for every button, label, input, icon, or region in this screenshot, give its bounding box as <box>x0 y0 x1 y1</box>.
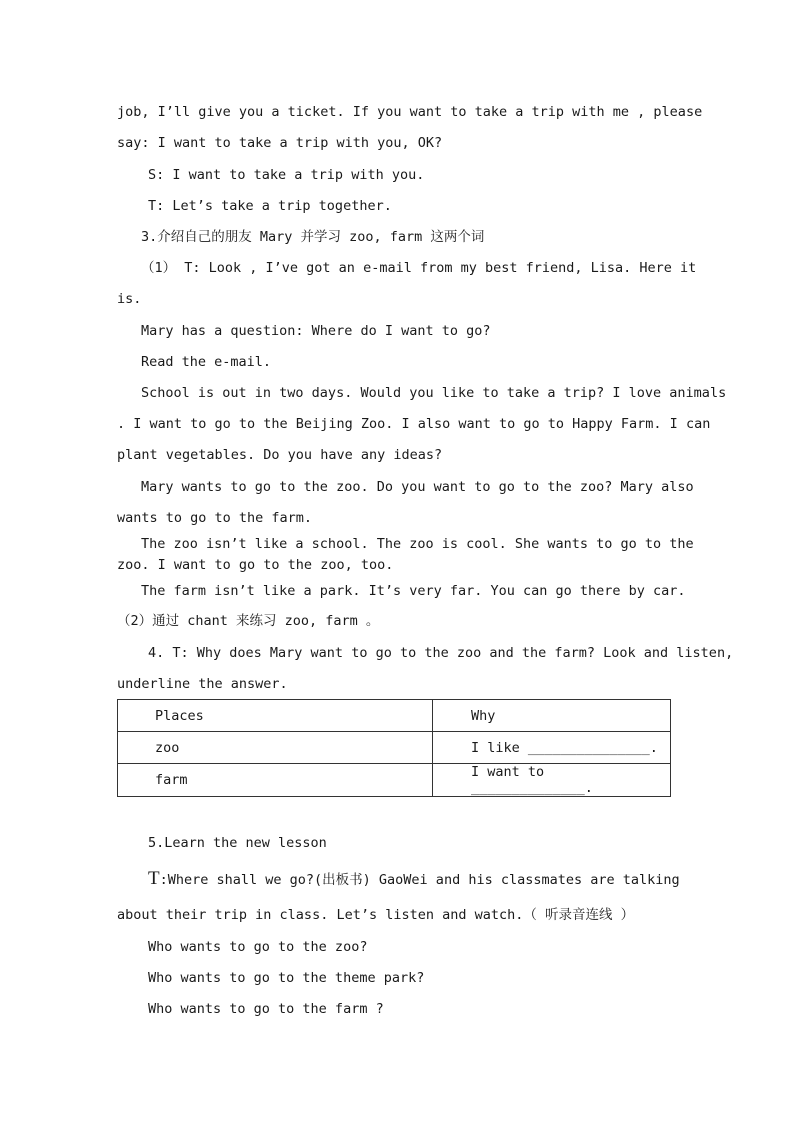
text-line: 4. T: Why does Mary want to go to the zoo and the farm? Look and listen, <box>148 645 734 661</box>
question-line: Who wants to go to the farm ? <box>148 1001 384 1017</box>
table-header-cell: Why <box>433 700 671 732</box>
table-row <box>118 732 671 764</box>
table-cell: I like _______________. <box>433 732 671 764</box>
text-line: . I want to go to the Beijing Zoo. I also want to go to Happy Farm. I can <box>117 416 711 432</box>
answer-table <box>117 699 671 797</box>
table-cell: zoo <box>118 732 433 764</box>
table-header-row <box>118 700 671 732</box>
text-line: S: I want to take a trip with you. <box>148 167 425 183</box>
text-line: School is out in two days. Would you like to take a trip? I love animals <box>141 385 727 401</box>
text-span: :Where shall we go?(出板书) GaoWei and his classmates are talking <box>159 872 680 888</box>
text-line: is. <box>117 291 142 307</box>
table-cell: farm <box>118 764 433 797</box>
text-line: （2）通过 chant 来练习 zoo, farm 。 <box>117 613 380 629</box>
text-line: T: Let’s take a trip together. <box>148 198 392 214</box>
table-cell: I want to ______________. <box>433 764 671 797</box>
question-line: Who wants to go to the theme park? <box>148 970 425 986</box>
text-line: wants to go to the farm. <box>117 510 313 526</box>
text-line: say: I want to take a trip with you, OK? <box>117 135 443 151</box>
text-line: Mary wants to go to the zoo. Do you want to go to the zoo? Mary also <box>141 479 694 495</box>
text-line: plant vegetables. Do you have any ideas? <box>117 447 443 463</box>
table-header-cell: Places <box>118 700 433 732</box>
text-line: job, I’ll give you a ticket. If you want to take a trip with me , please <box>117 104 703 120</box>
text-line <box>148 870 680 889</box>
text-line: The farm isn’t like a park. It’s very far. You can go there by car. <box>141 583 686 599</box>
section-heading: 5.Learn the new lesson <box>148 835 327 851</box>
question-line: Who wants to go to the zoo? <box>148 939 368 955</box>
text-line: （1） T: Look , I’ve got an e-mail from my best friend, Lisa. Here it <box>141 260 697 276</box>
text-line: underline the answer. <box>117 676 288 692</box>
text-line: The zoo isn’t like a school. The zoo is cool. She wants to go to the <box>141 536 694 552</box>
text-line: Read the e-mail. <box>141 354 272 370</box>
text-line: about their trip in class. Let’s listen and watch.（ 听录音连线 ） <box>117 907 635 923</box>
text-line: zoo. I want to go to the zoo, too. <box>117 557 394 573</box>
text-line: Mary has a question: Where do I want to go? <box>141 323 491 339</box>
table-row <box>118 764 671 797</box>
section-heading: 3.介绍自己的朋友 Mary 并学习 zoo, farm 这两个词 <box>141 229 485 245</box>
teacher-label: T <box>148 868 160 889</box>
